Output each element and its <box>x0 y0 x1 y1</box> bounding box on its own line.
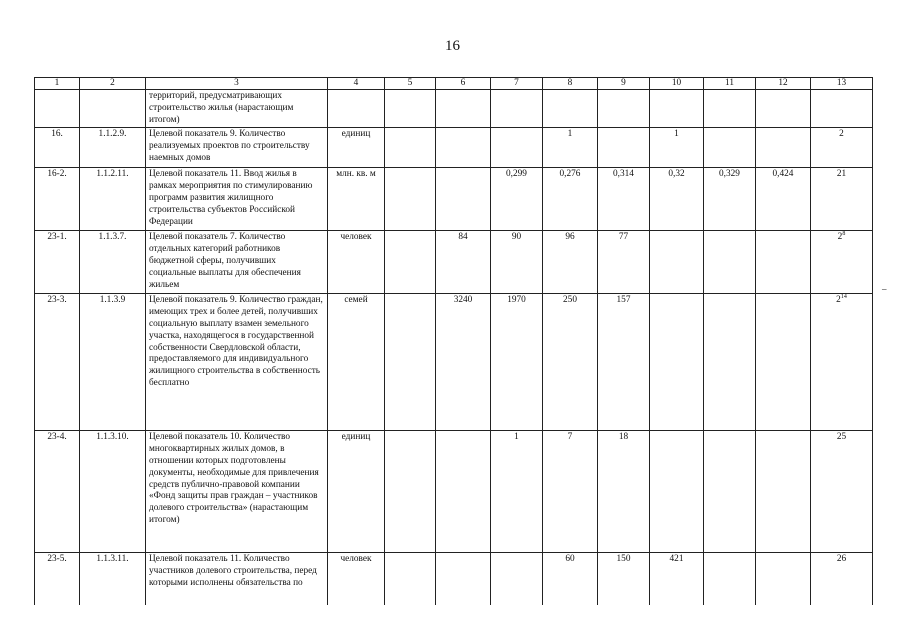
indicators-table <box>34 77 873 605</box>
cell-text: 1.1.3.10. <box>96 432 129 443</box>
cell-row-continued-col-2 <box>80 90 146 128</box>
cell-row-16-col-11 <box>704 128 756 168</box>
column-number-10: 10 <box>650 78 704 90</box>
cell-row-16-col-5 <box>385 128 436 168</box>
cell-row-23-5-col-1 <box>35 553 80 605</box>
cell-text: 77 <box>618 232 629 243</box>
cell-row-23-3-col-8 <box>543 294 598 431</box>
cell-row-16-col-12 <box>756 128 811 168</box>
cell-row-continued-col-1 <box>35 90 80 128</box>
column-number-1: 1 <box>35 78 80 90</box>
cell-row-23-5-col-11 <box>704 553 756 605</box>
column-number-5: 5 <box>385 78 436 90</box>
cell-row-23-1-col-2 <box>80 231 146 294</box>
cell-text: 1.1.3.9 <box>99 295 126 306</box>
cell-row-16-2-col-9 <box>598 168 650 231</box>
cell-text: 250 <box>563 295 577 306</box>
column-number-4: 4 <box>328 78 385 90</box>
cell-row-23-5-col-4 <box>328 553 385 605</box>
cell-row-16-2-col-5 <box>385 168 436 231</box>
cell-row-continued-col-11 <box>704 90 756 128</box>
cell-row-16-2-col-2 <box>80 168 146 231</box>
cell-text: 21 <box>836 169 847 180</box>
cell-row-23-1-col-4 <box>328 231 385 294</box>
column-number-12: 12 <box>756 78 811 90</box>
cell-row-23-5-col-5 <box>385 553 436 605</box>
cell-row-16-col-8 <box>543 128 598 168</box>
cell-row-16-2-col-13 <box>811 168 873 231</box>
cell-row-23-4-col-2 <box>80 431 146 553</box>
cell-row-16-col-9 <box>598 128 650 168</box>
cell-text: 18 <box>618 432 629 443</box>
cell-row-continued-col-9 <box>598 90 650 128</box>
cell-row-23-3-col-11 <box>704 294 756 431</box>
cell-row-16-col-2 <box>80 128 146 168</box>
cell-row-16-2-col-10 <box>650 168 704 231</box>
table-row <box>35 553 873 605</box>
cell-row-16-col-3 <box>146 128 328 168</box>
cell-text: 23-1. <box>47 232 67 243</box>
cell-row-23-4-col-5 <box>385 431 436 553</box>
table-row <box>35 90 873 128</box>
cell-text: 1 <box>567 129 573 140</box>
cell-text: 157 <box>616 295 631 306</box>
cell-text: человек <box>340 232 372 243</box>
cell-row-continued-col-13 <box>811 90 873 128</box>
cell-row-23-1-col-5 <box>385 231 436 294</box>
cell-row-16-2-col-8 <box>543 168 598 231</box>
table-row <box>35 128 873 168</box>
cell-row-23-5-col-9 <box>598 553 650 605</box>
cell-text: единиц <box>341 129 371 140</box>
cell-text: 26 <box>836 554 847 565</box>
cell-row-23-3-col-7 <box>491 294 543 431</box>
cell-text: 1 <box>514 432 519 443</box>
cell-text: 96 <box>565 232 575 243</box>
cell-row-16-col-10 <box>650 128 704 168</box>
cell-text: 1.1.2.9. <box>98 129 127 140</box>
cell-text: территорий, предусматривающих строительство жилья (нарастающим итогом) <box>149 91 294 125</box>
column-number-8: 8 <box>543 78 598 90</box>
cell-row-16-2-col-3 <box>146 168 328 231</box>
cell-row-continued-col-4 <box>328 90 385 128</box>
cell-text: 150 <box>616 554 631 565</box>
cell-row-23-1-col-9 <box>598 231 650 294</box>
page-number: 16 <box>445 38 460 54</box>
cell-row-23-3-col-12 <box>756 294 811 431</box>
cell-row-23-5-col-13 <box>811 553 873 605</box>
cell-text: Целевой показатель 10. Количество многоквартирных жилых домов, в отношении которых подготовлены документы, необходимые для привлечения средств публично-правовой компании «Фонд защиты прав граждан – участников долевого строительства» (нарастающим итогом) <box>149 432 319 525</box>
cell-row-16-col-7 <box>491 128 543 168</box>
cell-text: 1.1.3.7. <box>98 232 127 243</box>
cell-row-16-2-col-1 <box>35 168 80 231</box>
column-number-row <box>35 78 873 90</box>
cell-text: 25 <box>836 432 847 443</box>
cell-row-continued-col-6 <box>436 90 491 128</box>
column-number-6: 6 <box>436 78 491 90</box>
cell-text: 16. <box>51 129 63 140</box>
table-row <box>35 294 873 431</box>
cell-text: 23-4. <box>47 432 67 443</box>
cell-text: 7 <box>567 432 573 443</box>
cell-row-continued-col-7 <box>491 90 543 128</box>
cell-row-23-4-col-9 <box>598 431 650 553</box>
cell-row-continued-col-5 <box>385 90 436 128</box>
cell-row-23-3-col-13 <box>811 294 873 431</box>
table-row <box>35 231 873 294</box>
cell-row-23-3-col-6 <box>436 294 491 431</box>
cell-row-23-3-col-10 <box>650 294 704 431</box>
cell-row-23-5-col-7 <box>491 553 543 605</box>
cell-row-23-5-col-2 <box>80 553 146 605</box>
cell-row-23-1-col-10 <box>650 231 704 294</box>
cell-text: 84 <box>458 232 468 243</box>
cell-row-23-4-col-12 <box>756 431 811 553</box>
cell-row-23-4-col-3 <box>146 431 328 553</box>
cell-row-23-5-col-12 <box>756 553 811 605</box>
cell-text: Целевой показатель 9. Количество реализуемых проектов по строительству наемных домов <box>149 129 310 163</box>
cell-text: млн. кв. м <box>336 169 376 180</box>
cell-text: 2 <box>837 232 843 243</box>
footnote-marker: 8 <box>842 231 846 238</box>
cell-row-23-1-col-12 <box>756 231 811 294</box>
cell-row-23-1-col-1 <box>35 231 80 294</box>
cell-row-23-3-col-2 <box>80 294 146 431</box>
cell-row-23-5-col-8 <box>543 553 598 605</box>
cell-text: семей <box>344 295 368 306</box>
cell-text: 0,299 <box>506 169 527 180</box>
cell-row-16-col-4 <box>328 128 385 168</box>
cell-text: 1.1.2.11. <box>96 169 129 180</box>
cell-row-16-col-6 <box>436 128 491 168</box>
cell-row-23-1-col-7 <box>491 231 543 294</box>
column-number-13: 13 <box>811 78 873 90</box>
cell-row-continued-col-8 <box>543 90 598 128</box>
cell-row-23-3-col-9 <box>598 294 650 431</box>
side-mark: – <box>882 284 887 294</box>
cell-row-16-2-col-7 <box>491 168 543 231</box>
cell-row-16-2-col-4 <box>328 168 385 231</box>
footnote-marker: 14 <box>840 294 847 301</box>
cell-text: Целевой показатель 11. Количество участников долевого строительства, перед которыми исполнены обязательства по <box>149 554 317 588</box>
cell-row-23-5-col-6 <box>436 553 491 605</box>
cell-row-continued-col-10 <box>650 90 704 128</box>
cell-text: человек <box>340 554 372 565</box>
cell-row-continued-col-12 <box>756 90 811 128</box>
cell-text: Целевой показатель 9. Количество граждан, имеющих трех и более детей, получивших социальную выплату взамен земельного участка, находящегося в государственной собственности Свердловской области, предоставляемого для индивидуального жилищного строительства в собственность бесплатно <box>149 295 323 388</box>
cell-text: 1970 <box>507 295 526 306</box>
cell-row-23-1-col-11 <box>704 231 756 294</box>
cell-row-23-5-col-10 <box>650 553 704 605</box>
cell-row-23-4-col-13 <box>811 431 873 553</box>
cell-row-16-2-col-12 <box>756 168 811 231</box>
cell-row-23-5-col-3 <box>146 553 328 605</box>
cell-text: 1 <box>674 129 679 140</box>
cell-text: 3240 <box>453 295 473 306</box>
cell-text: 0,314 <box>613 169 634 180</box>
cell-text: 1.1.3.11. <box>96 554 129 565</box>
column-number-3: 3 <box>146 78 328 90</box>
cell-row-23-3-col-1 <box>35 294 80 431</box>
cell-row-16-col-1 <box>35 128 80 168</box>
cell-text: 0,276 <box>559 169 581 180</box>
cell-text: 2 <box>839 129 844 140</box>
column-number-2: 2 <box>80 78 146 90</box>
cell-row-23-4-col-7 <box>491 431 543 553</box>
cell-row-23-1-col-13 <box>811 231 873 294</box>
cell-text: 0,424 <box>772 169 794 180</box>
cell-row-23-3-col-5 <box>385 294 436 431</box>
cell-text: Целевой показатель 11. Ввод жилья в рамках мероприятия по стимулированию программ развития жилищного строительства субъектов Российской Федерации <box>149 169 313 227</box>
cell-row-23-1-col-6 <box>436 231 491 294</box>
column-number-11: 11 <box>704 78 756 90</box>
cell-text: 421 <box>669 554 684 565</box>
cell-row-23-4-col-8 <box>543 431 598 553</box>
cell-row-23-3-col-4 <box>328 294 385 431</box>
cell-text: 0,329 <box>719 169 740 180</box>
cell-row-16-col-13 <box>811 128 873 168</box>
cell-row-23-4-col-11 <box>704 431 756 553</box>
cell-text: 60 <box>565 554 575 565</box>
cell-row-23-1-col-3 <box>146 231 328 294</box>
cell-row-23-4-col-1 <box>35 431 80 553</box>
cell-row-23-4-col-10 <box>650 431 704 553</box>
cell-row-continued-col-3 <box>146 90 328 128</box>
table-row <box>35 168 873 231</box>
cell-row-23-1-col-8 <box>543 231 598 294</box>
cell-row-16-2-col-11 <box>704 168 756 231</box>
column-number-9: 9 <box>598 78 650 90</box>
cell-text: 0,32 <box>668 169 685 180</box>
cell-row-23-3-col-3 <box>146 294 328 431</box>
cell-row-23-4-col-6 <box>436 431 491 553</box>
cell-text: 16-2. <box>47 169 67 180</box>
cell-row-23-4-col-4 <box>328 431 385 553</box>
cell-text: 90 <box>511 232 522 243</box>
cell-row-16-2-col-6 <box>436 168 491 231</box>
cell-text: единиц <box>341 432 371 443</box>
column-number-7: 7 <box>491 78 543 90</box>
cell-text: 2 <box>836 295 841 306</box>
table-row <box>35 431 873 553</box>
cell-text: Целевой показатель 7. Количество отдельных категорий работников бюджетной сферы, получивших социальные выплаты для обеспечения жильем <box>149 232 301 290</box>
cell-text: 23-5. <box>47 554 67 565</box>
cell-text: 23-3. <box>47 295 67 306</box>
